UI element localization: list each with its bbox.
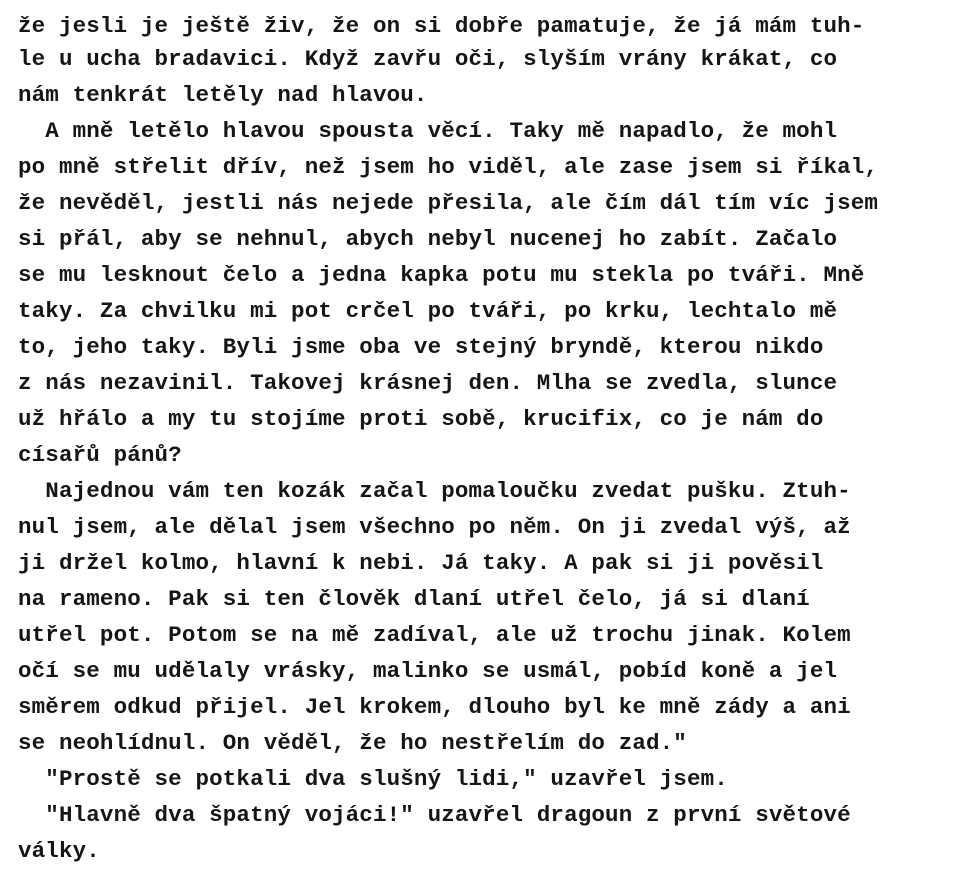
text-line: že nevěděl, jestli nás nejede přesila, ale čím dál tím víc jsem: [18, 190, 879, 216]
text-line: se neohlídnul. On věděl, že ho nestřelím do zad.": [18, 730, 687, 756]
text-line: z nás nezavinil. Takovej krásnej den. Mlha se zvedla, slunce: [18, 370, 838, 396]
text-line: směrem odkud přijel. Jel krokem, dlouho byl ke mně zády a ani: [18, 694, 851, 720]
text-line: nul jsem, ale dělal jsem všechno po něm. On ji zvedal výš, až: [18, 514, 851, 540]
text-line: "Hlavně dva špatný vojáci!" uzavřel dragoun z první světové: [18, 802, 851, 828]
text-line: Najednou vám ten kozák začal pomaloučku zvedat pušku. Ztuh-: [18, 478, 851, 504]
text-line: se mu lesknout čelo a jedna kapka potu mu stekla po tváři. Mně: [18, 262, 865, 288]
text-line: "Prostě se potkali dva slušný lidi," uzavřel jsem.: [18, 766, 728, 792]
text-line: že jesli je ještě živ, že on si dobře pamatuje, že já mám tuh-: [18, 13, 865, 39]
text-line: nám tenkrát letěly nad hlavou.: [18, 82, 428, 108]
text-line: to, jeho taky. Byli jsme oba ve stejný bryndě, kterou nikdo: [18, 334, 824, 360]
text-line: ji držel kolmo, hlavní k nebi. Já taky. A pak si ji pověsil: [18, 550, 824, 576]
text-line: po mně střelit dřív, než jsem ho viděl, ale zase jsem si říkal,: [18, 154, 879, 180]
text-line: války.: [18, 838, 100, 864]
text-line: taky. Za chvilku mi pot crčel po tváři, po krku, lechtalo mě: [18, 298, 838, 324]
text-line: císařů pánů?: [18, 442, 182, 468]
text-line: očí se mu udělaly vrásky, malinko se usmál, pobíd koně a jel: [18, 658, 838, 684]
text-line: le u ucha bradavici. Když zavřu oči, slyším vrány krákat, co: [18, 46, 838, 72]
text-line: na rameno. Pak si ten člověk dlaní utřel čelo, já si dlaní: [18, 586, 810, 612]
text-line: si přál, aby se nehnul, abych nebyl nucenej ho zabít. Začalo: [18, 226, 838, 252]
text-line: už hřálo a my tu stojíme proti sobě, krucifix, co je nám do: [18, 406, 824, 432]
text-line: utřel pot. Potom se na mě zadíval, ale už trochu jinak. Kolem: [18, 622, 851, 648]
text-line: A mně letělo hlavou spousta věcí. Taky mě napadlo, že mohl: [18, 118, 838, 144]
